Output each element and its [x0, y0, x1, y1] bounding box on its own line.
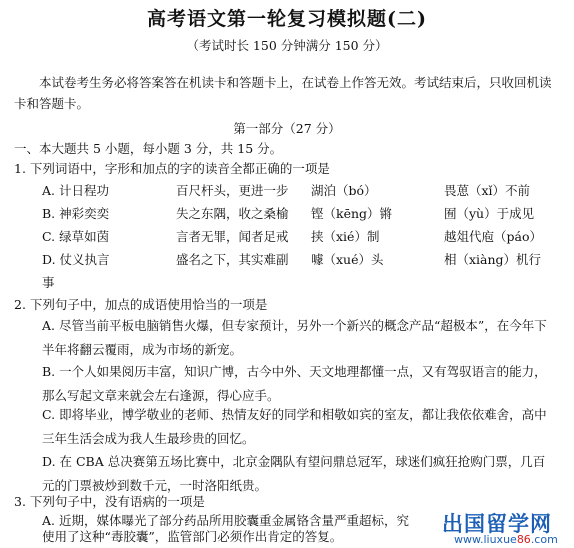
q1-a-word1: A. 计日程功 [42, 183, 109, 198]
q1-b-word3: 铿（kēng）锵 [311, 206, 393, 221]
page-title: 高考语文第一轮复习模拟题(二) [147, 8, 427, 30]
q1-d-word3: 噱（xué）头 [311, 252, 384, 267]
watermark-url-post: .com [530, 533, 558, 546]
question-1-stem: 1. 下列词语中，字形和加点的字的读音全都正确的一项是 [14, 161, 330, 176]
q1-c-word2: 言者无罪，闻者足戒 [176, 229, 289, 244]
q1-d-word1: D. 仗义执言 [42, 252, 110, 267]
watermark-url [454, 533, 558, 546]
section-heading: 第一部分（27 分） [233, 121, 341, 136]
part-heading: 一、本大题共 5 小题，每小题 3 分，共 15 分。 [14, 141, 283, 156]
question-3-stem: 3. 下列句子中，没有语病的一项是 [14, 494, 205, 509]
q1-option-b [0, 203, 574, 224]
q1-a-word2: 百尺杆头，更进一步 [176, 183, 289, 198]
q2-option-d: D. 在 CBA 总决赛第五场比赛中，北京金隅队有望问鼎总冠军，球迷们疯狂抢购门票，几百元的门票被炒到数千元，一时洛阳纸贵。 [42, 454, 546, 493]
q2-option-a: A. 尽管当前平板电脑销售火爆，但专家预计，另外一个新兴的概念产品“超极本”，在今年下半年将翻云覆雨，成为市场的新宠。 [42, 318, 547, 357]
q1-a-word4: 畏葸（xǐ）不前 [444, 183, 531, 198]
q1-option-c [0, 226, 574, 247]
q1-option-a [0, 180, 574, 201]
q1-c-word1: C. 绿草如茵 [42, 229, 110, 244]
q1-option-d [0, 249, 574, 270]
q1-c-word4: 越俎代庖（páo） [444, 229, 542, 244]
q2-option-b: B. 一个人如果阅历丰富，知识广博，古今中外、天文地理都懂一点，又有驾驭语言的能力，那么写起文章来就会左右逢源，得心应手。 [42, 364, 547, 403]
q1-d-word2: 盛名之下，其实难副 [176, 252, 289, 267]
q1-option-d-wrap: 事 [42, 275, 55, 290]
watermark-url-pre: www.liuxue [454, 533, 517, 546]
q2-option-c: C. 即将毕业，博学敬业的老师、热情友好的同学和相敬如宾的室友，都让我依依难舍，高中三年生活会成为我人生最珍贵的回忆。 [42, 407, 547, 446]
watermark-url-num: 86 [516, 533, 531, 546]
q1-b-word4: 囿（yù）于成见 [444, 206, 535, 221]
instructions-paragraph: 本试卷考生务必将答案答在机读卡和答题卡上，在试卷上作答无效。考试结束后，只收回机读卡和答题卡。 [14, 75, 552, 111]
q3-option-a: A. 近期，媒体曝光了部分药品所用胶囊重金属铬含量严重超标，究 [42, 513, 409, 528]
q1-b-word2: 失之东隅，收之桑榆 [176, 206, 289, 221]
watermark-title: 出国留学网 [442, 512, 552, 536]
site-watermark [440, 508, 570, 546]
q3-option-a-cont: 使用了这种“毒胶囊”，监管部门必须作出肯定的答复。 [42, 529, 343, 544]
exam-subtitle: （考试时长 150 分钟满分 150 分） [186, 38, 388, 53]
question-2-stem: 2. 下列句子中，加点的成语使用恰当的一项是 [14, 297, 268, 312]
q1-a-word3: 湖泊（bó） [311, 183, 377, 198]
q1-d-word4: 相（xiàng）机行 [444, 252, 542, 267]
q1-c-word3: 挟（xié）制 [311, 229, 380, 244]
q1-b-word1: B. 神彩奕奕 [42, 206, 110, 221]
